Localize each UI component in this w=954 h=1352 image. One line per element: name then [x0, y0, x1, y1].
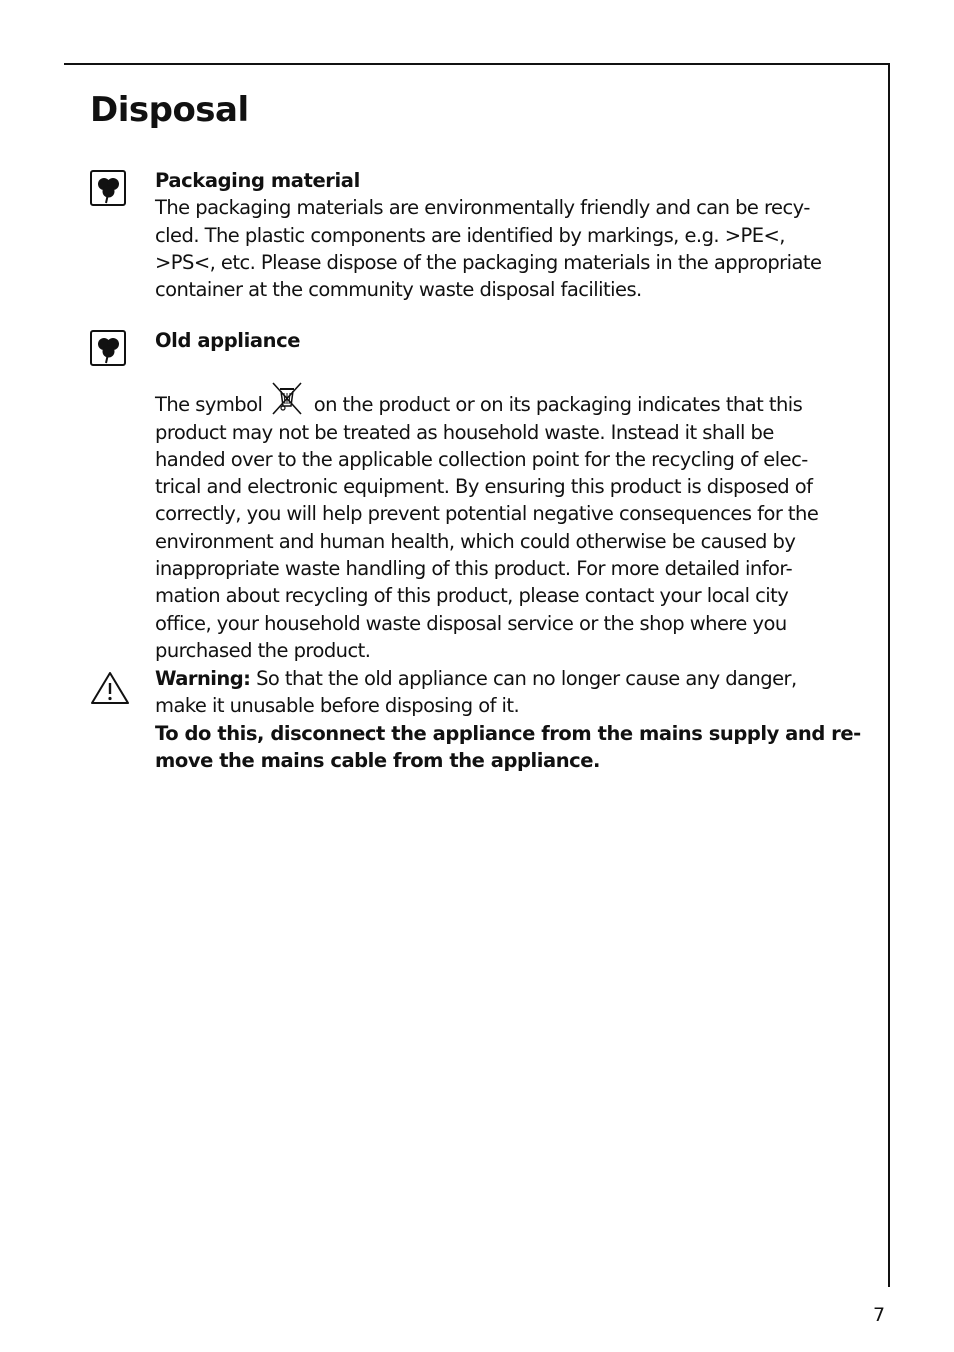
- warning-instruction: To do this, disconnect the appliance from the mains supply and re- move the mains cable from the appliance.: [155, 721, 861, 772]
- environment-clover-icon: [90, 170, 126, 210]
- packaging-section: [155, 167, 867, 303]
- symbol-trail-text: on the product or on its packaging indicates that this: [313, 393, 803, 417]
- old-appliance-section: [155, 327, 867, 664]
- packaging-body: The packaging materials are environmentally friendly and can be recy- cled. The plastic components are identified by markings, e.g. >PE<, >PS<, etc. Please dispose of the packaging materials in the appropriate container at the community waste disposal facilities.: [155, 196, 822, 302]
- environment-clover-icon: [90, 330, 126, 370]
- warning-label: Warning:: [155, 667, 251, 690]
- old-appliance-body: product may not be treated as household waste. Instead it shall be handed over to the applicable collection point for the recycling of elec- trical and electronic equipment. By ensuring this product is disposed of correctly, you will help prevent potential negative consequences for the environment and human health, which could otherwise be caused by inappropriate waste handling of this product. For more detailed infor- mation about recycling of this product, please contact your local city office, your household waste disposal service or the shop where you purchased the product.: [155, 420, 819, 662]
- top-rule: [64, 63, 890, 65]
- warning-section: [155, 665, 867, 774]
- crossed-out-wheelie-bin-icon: [270, 381, 304, 415]
- warning-paragraph: [155, 665, 867, 720]
- warning-triangle-icon: [89, 670, 131, 710]
- page-title: Disposal: [90, 90, 249, 130]
- symbol-lead-text: The symbol: [155, 393, 263, 417]
- old-appliance-heading: Old appliance: [155, 329, 301, 352]
- right-margin-rule: [888, 63, 890, 1287]
- warning-text: So that the old appliance can no longer cause any danger, make it unusable before disposing of it.: [155, 667, 797, 718]
- page-number: 7: [873, 1304, 886, 1326]
- old-appliance-first-line: [155, 381, 867, 418]
- packaging-heading: Packaging material: [155, 169, 360, 192]
